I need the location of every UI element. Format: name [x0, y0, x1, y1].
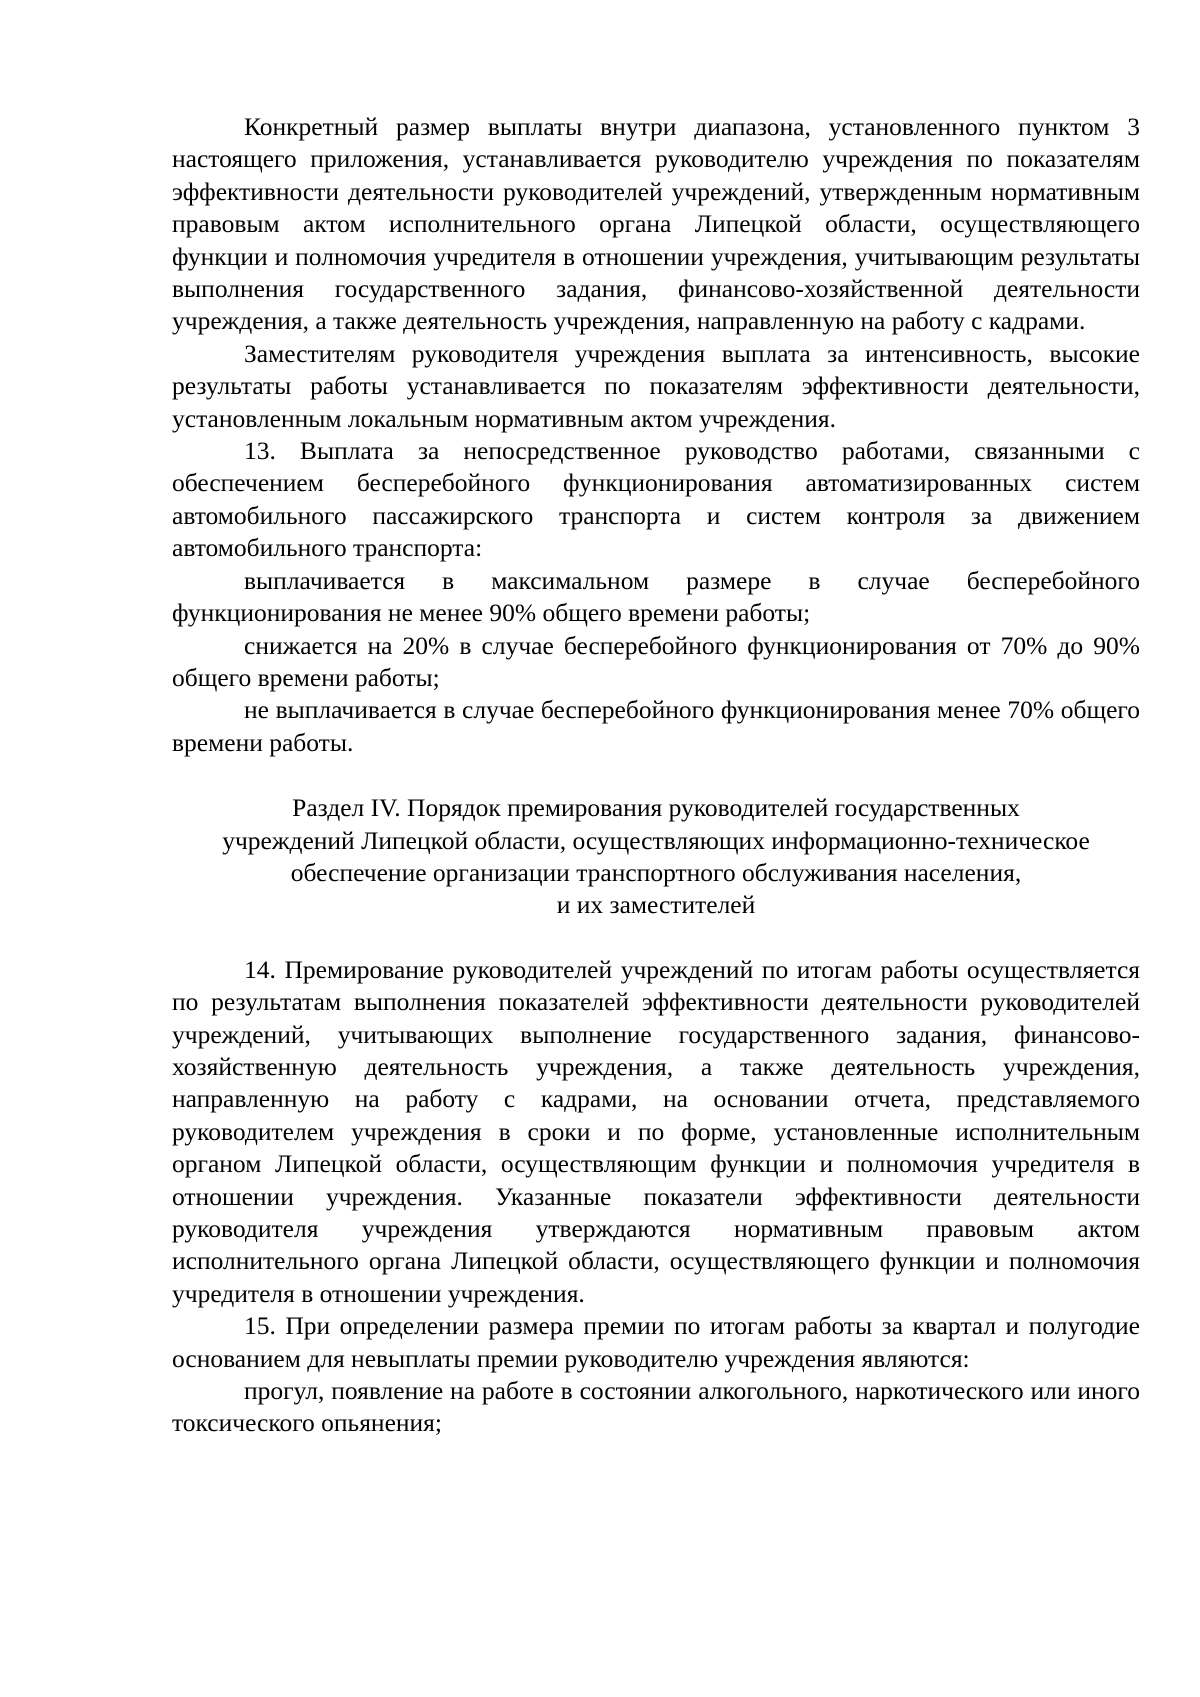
section-heading-line: учреждений Липецкой области, осуществляющих информационно-техническое — [222, 825, 1090, 855]
paragraph-payment-amount: Конкретный размер выплаты внутри диапазона, установленного пунктом 3 настоящего приложения, устанавливается руководителю учреждения по показателям эффективности деятельности руководителей учреждений, утвержденным нормативным правовым актом исполнительного органа Липецкой области, осуществляющего функции и полномочия учредителя в отношении учреждения, учитывающим результаты выполнения государственного задания, финансово-хозяйственной деятельности учреждения, а также деятельность учреждения, направленную на работу с кадрами. — [172, 112, 1140, 336]
section-heading-line: и их заместителей — [556, 890, 756, 920]
paragraph-reduced-payment-condition: снижается на 20% в случае бесперебойного функционирования от 70% до 90% общего времени работы; — [172, 630, 1140, 692]
paragraph-item-14: 14. Премирование руководителей учреждений по итогам работы осуществляется по результатам выполнения показателей эффективности деятельности руководителей учреждений, учитывающих выполнение государственного задания, финансово-хозяйственную деятельность учреждения, а также деятельность учреждения, направленную на работу с кадрами, на основании отчета, представляемого руководителем учреждения в сроки и по форме, установленные исполнительным органом Липецкой области, осуществляющим функции и полномочия учредителя в отношении учреждения. Указанные показатели эффективности деятельности руководителя учреждения утверждаются нормативным правовым актом исполнительного органа Липецкой области, осуществляющего функции и полномочия учредителя в отношении учреждения. — [172, 954, 1140, 1308]
spacer — [172, 759, 1140, 792]
document-page — [172, 111, 1140, 1440]
paragraph-item-13: 13. Выплата за непосредственное руководство работами, связанными с обеспечением бесперебойного функционирования автоматизированных систем автомобильного пассажирского транспорта и систем контроля за движением автомобильного транспорта: — [172, 436, 1140, 563]
paragraph-absence-condition: прогул, появление на работе в состоянии алкогольного, наркотического или иного токсического опьянения; — [172, 1376, 1140, 1438]
section-heading-line: Раздел IV. Порядок премирования руководителей государственных — [292, 793, 1020, 823]
section-heading-line: обеспечение организации транспортного обслуживания населения, — [290, 857, 1022, 887]
spacer — [172, 922, 1140, 954]
paragraph-no-payment-condition: не выплачивается в случае бесперебойного функционирования менее 70% общего времени работы. — [172, 695, 1140, 757]
paragraph-max-payment-condition: выплачивается в максимальном размере в случае бесперебойного функционирования не менее 90% общего времени работы; — [172, 565, 1140, 628]
paragraph-deputies-payment: Заместителям руководителя учреждения выплата за интенсивность, высокие результаты работы устанавливается по показателям эффективности деятельности, установленным локальным нормативным актом учреждения. — [172, 338, 1140, 433]
paragraph-item-15: 15. При определении размера премии по итогам работы за квартал и полугодие основанием для невыплаты премии руководителю учреждения являются: — [172, 1311, 1140, 1373]
section-heading — [172, 792, 1140, 922]
